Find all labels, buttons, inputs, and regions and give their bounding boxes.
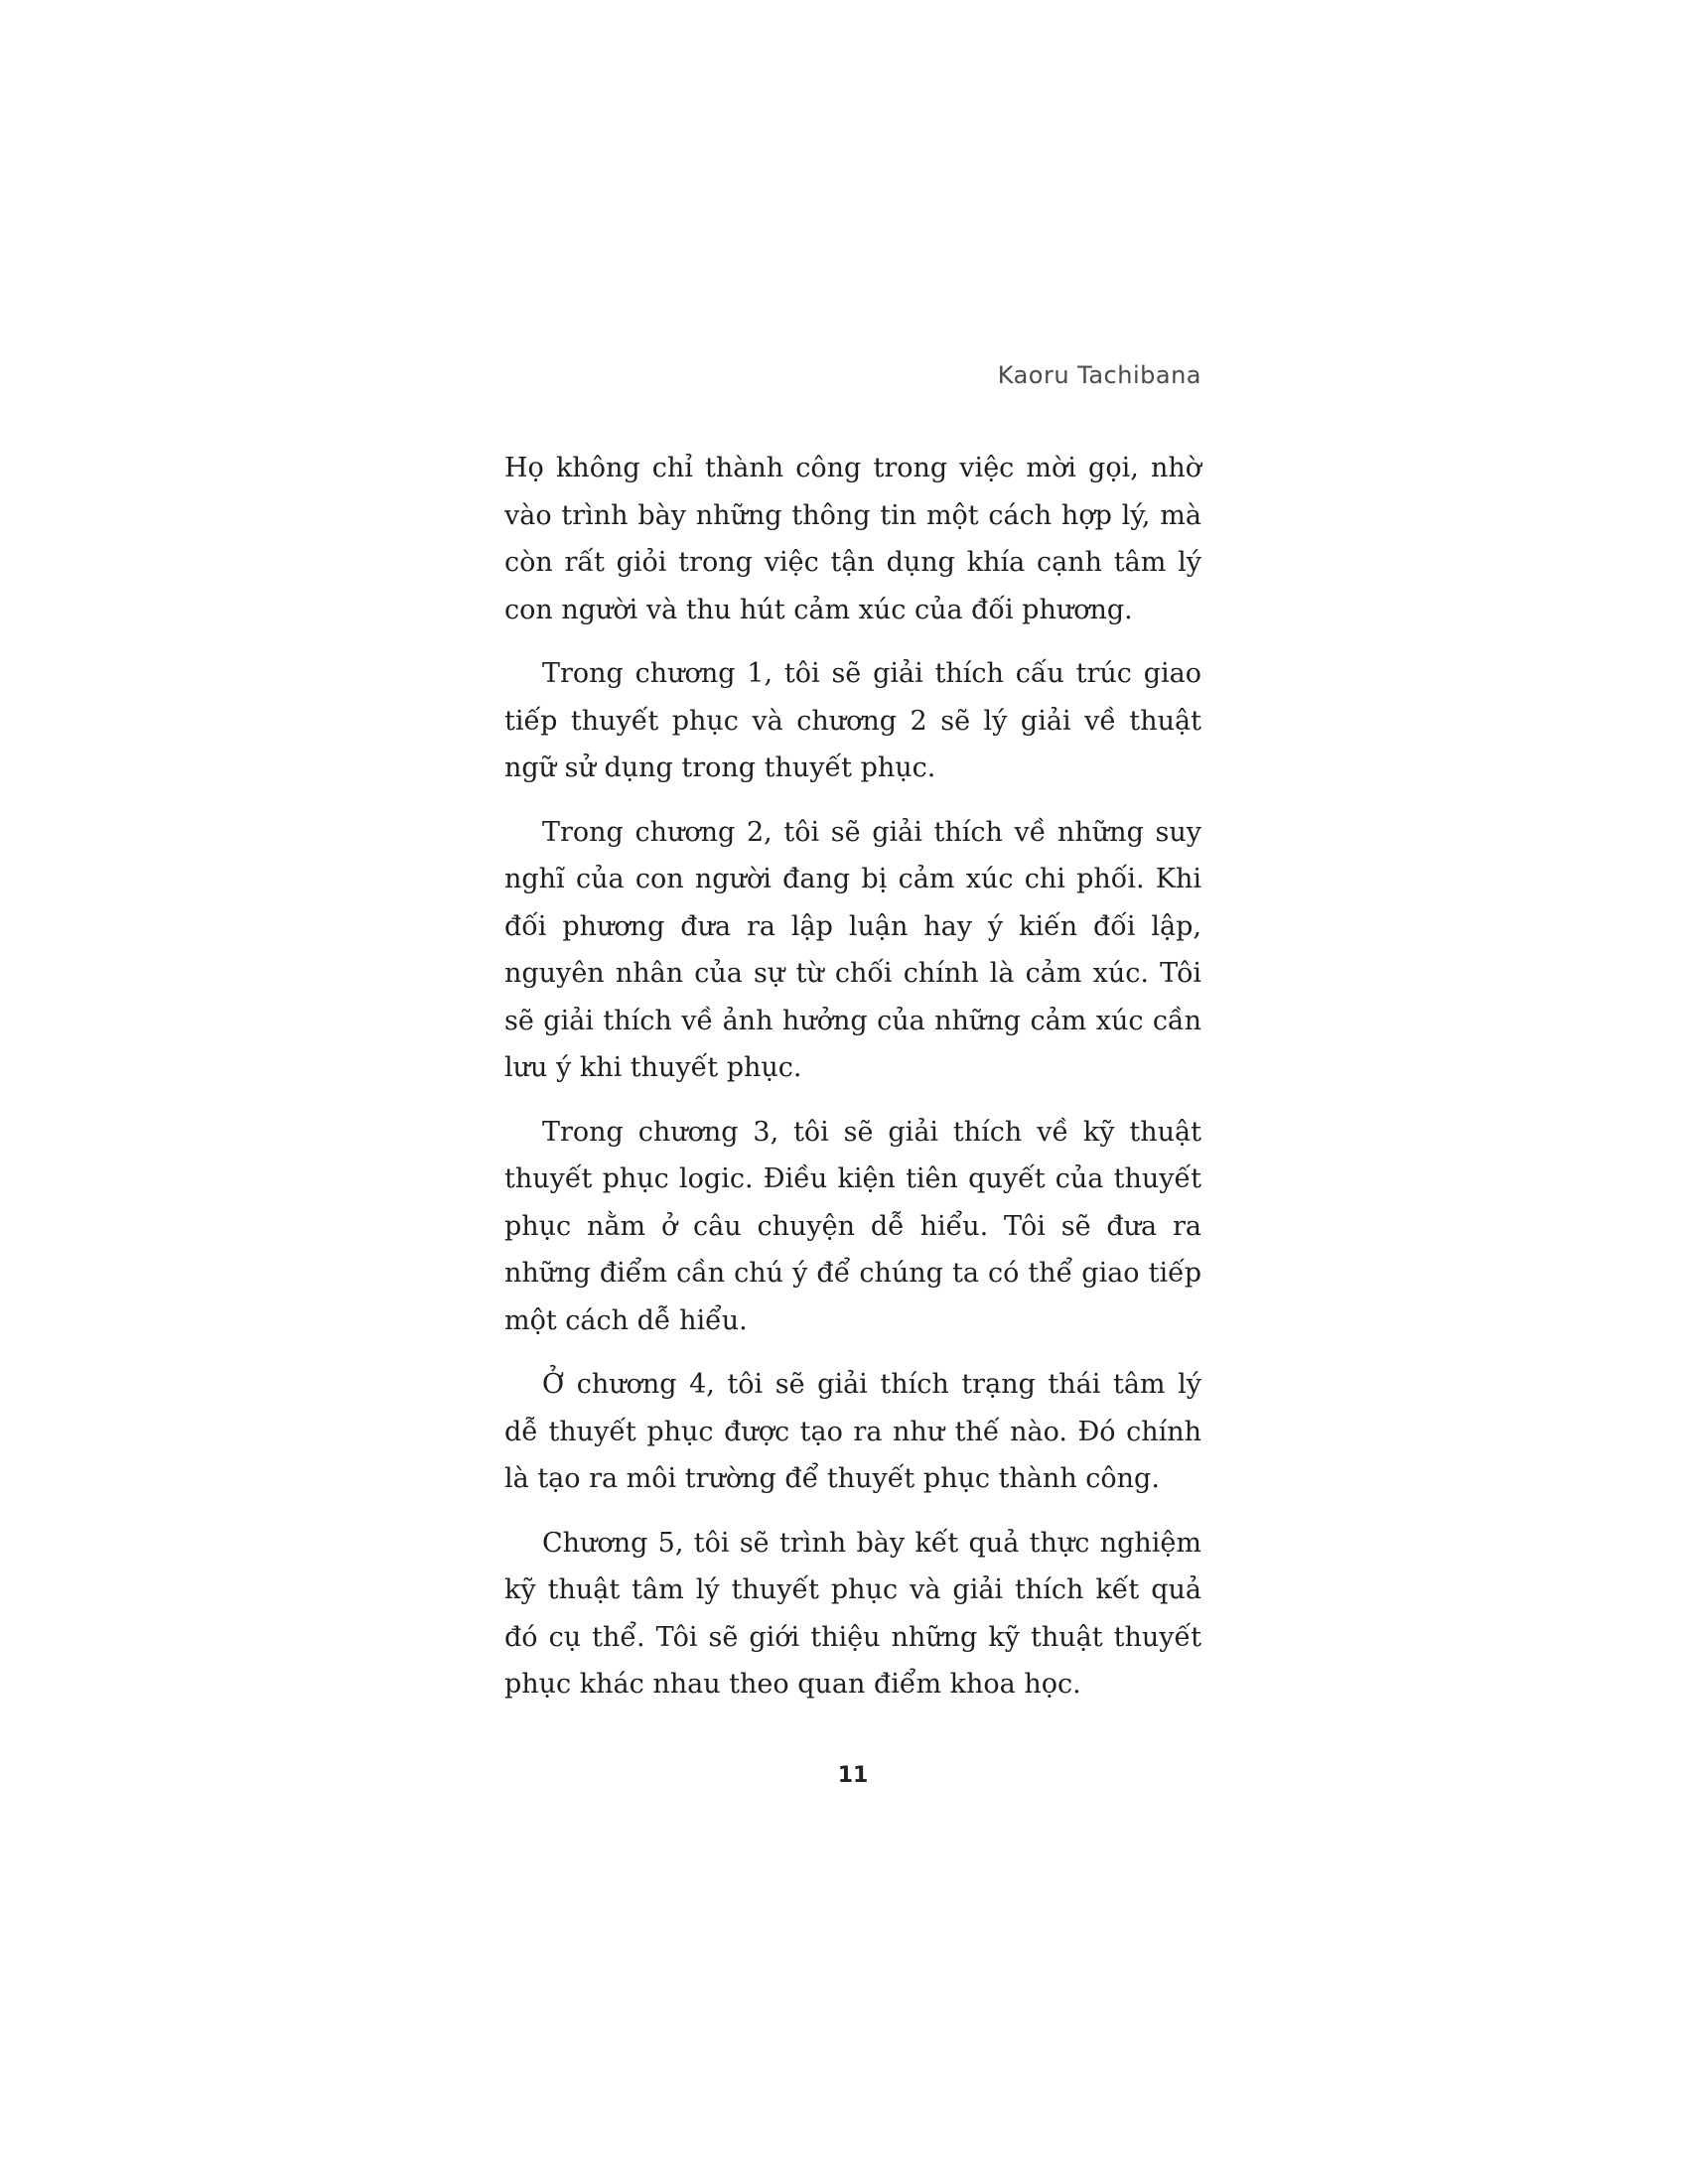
page-number: 11 (837, 1763, 869, 1788)
paragraph-chapter-5: Chương 5, tôi sẽ trình bày kết quả thực nghiệm kỹ thuật tâm lý thuyết phục và giải thích kết quả đó cụ thể. Tôi sẽ giới thiệu những kỹ thuật thuyết phục khác nhau theo quan điểm khoa học. (504, 1527, 1201, 1700)
paragraph-chapter-1: Trong chương 1, tôi sẽ giải thích cấu trúc giao tiếp thuyết phục và chương 2 sẽ lý giải về thuật ngữ sử dụng trong thuyết phục. (504, 658, 1201, 783)
paragraph-intro: Họ không chỉ thành công trong việc mời gọi, nhờ vào trình bày những thông tin một cách hợp lý, mà còn rất giỏi trong việc tận dụng khía cạnh tâm lý con người và thu hút cảm xúc của đối phương. (504, 453, 1201, 625)
running-header-author: Kaoru Tachibana (997, 361, 1201, 389)
paragraph-chapter-2: Trong chương 2, tôi sẽ giải thích về những suy nghĩ của con người đang bị cảm xúc chi phối. Khi đối phương đưa ra lập luận hay ý kiến đối lập, nguyên nhân của sự từ chối chính là cảm xúc. Tôi sẽ giải thích về ảnh hưởng của những cảm xúc cần lưu ý khi thuyết phục. (504, 816, 1201, 1083)
paragraph-chapter-4: Ở chương 4, tôi sẽ giải thích trạng thái tâm lý dễ thuyết phục được tạo ra như thế nào. Đó chính là tạo ra môi trường để thuyết phục thành công. (504, 1369, 1201, 1494)
body-text (504, 445, 1201, 1725)
paragraph-chapter-3: Trong chương 3, tôi sẽ giải thích về kỹ thuật thuyết phục logic. Điều kiện tiên quyết của thuyết phục nằm ở câu chuyện dễ hiểu. Tôi sẽ đưa ra những điểm cần chú ý để chúng ta có thể giao tiếp một cách dễ hiểu. (504, 1116, 1201, 1336)
